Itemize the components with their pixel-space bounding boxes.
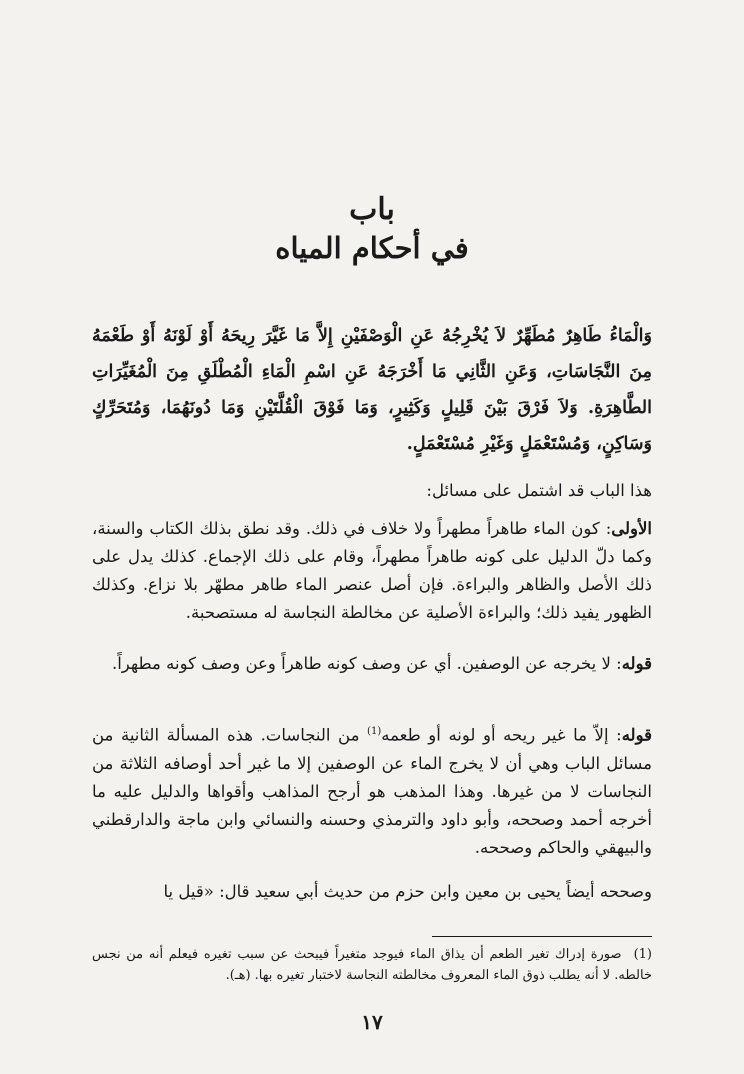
matn-text: وَالْمَاءُ طَاهِرٌ مُطَهِّرٌ لاَ يُخْرِجُهُ عَنِ الْوَصْفَيْنِ إِلاَّ مَا غَيَّرَ رِيحَهُ أَوْ لَوْنَهُ أَوْ طَعْمَهُ مِنَ النَّجَاسَاتِ، وَعَنِ الثَّانِي مَا أَخْرَجَهُ عَنِ اسْمِ الْمَاءِ الْمُطْلَقِ مِنَ الْمُغَيِّرَاتِ الطَّاهِرَةِ. وَلاَ فَرْقَ بَيْنَ قَلِيلٍ وَكَثِيرٍ، وَمَا فَوْقَ الْقُلَّتَيْنِ وَمَا دُونَهُمَا، وَمُتَحَرِّكٍ وَسَاكِنٍ، وَمُسْتَعْمَلٍ وَغَيْرِ مُسْتَعْمَلٍ. (92, 326, 652, 454)
chapter-subtitle: في أحكام المياه (275, 231, 469, 265)
paragraph-text: : كون الماء طاهراً مطهراً ولا خلاف في ذلك. وقد نطق بذلك الكتاب والسنة، وكما دلّ الدليل على كونه طاهراً مطهراً، وقام على ذلك الإجماع. كذلك يدل على ذلك الأصل والظاهر والبراءة. فإن أصل عنصر الماء طاهر مطهّر بلا نزاع. وكذلك الظهور يفيد ذلك؛ والبراءة الأصلية عن مخالطة النجاسة له مستصحبة. (92, 519, 652, 622)
paragraph-lead: قوله (621, 654, 652, 673)
chapter-title: باب (349, 192, 395, 227)
paragraph-qawluhu-1 (92, 650, 652, 678)
paragraph-text-continued: من النجاسات. هذه المسألة الثانية من مسائل الباب وهي أن لا يخرج الماء عن الوصفين إلا ما غير أحد أوصافه الثلاثة من النجاسات لا من غيرها. وهذا المذهب هو أرجح المذاهب وأقواها والدليل عليه ما أخرجه أحمد وصححه، وأبو داود والترمذي وحسنه والنسائي وابن ماجة والدارقطني والبيهقي والحاكم وصححه. (92, 725, 653, 857)
paragraph-lead: الأولى (611, 519, 652, 538)
paragraph-hadith: وصححه أيضاً يحيى بن معين وابن حزم من حديث أبي سعيد قال: «قيل يا (163, 882, 652, 901)
paragraph-lead: قوله (621, 725, 652, 745)
paragraph-qawluhu-2 (92, 718, 652, 862)
intro-paragraph: هذا الباب قد اشتمل على مسائل: (426, 481, 652, 500)
page-number: ١٧ (361, 1010, 383, 1034)
footnote-marker: (1) (367, 726, 382, 737)
footnote-text: صورة إدراك تغير الطعم أن يذاق الماء فيوجد متغيراً فيبحث عن سبب تغيره فيعلم أنه من نجس خالطه. لا أنه يطلب ذوق الماء المعروف مخالطته النجاسة لاختبار تغيره بها. (هـ). (92, 947, 652, 983)
paragraph-text: : إلاّ ما غير ريحه أو لونه أو طعمه (381, 725, 622, 745)
paragraph-text: : لا يخرجه عن الوصفين. أي عن وصف كونه طاهراً وعن وصف كونه مطهراً. (111, 654, 622, 673)
paragraph-first-issue (92, 515, 652, 627)
footnote (92, 944, 652, 986)
footnote-number: (1) (633, 947, 652, 962)
footnote-rule (432, 936, 652, 937)
